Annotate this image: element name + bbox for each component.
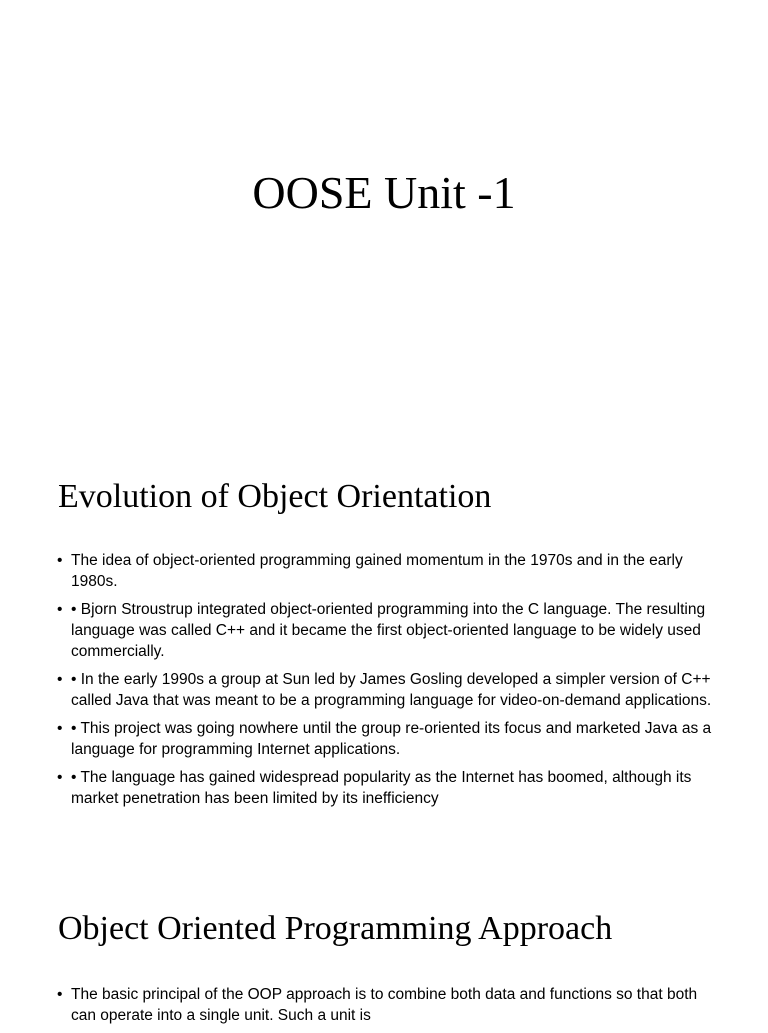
bullet-text: • In the early 1990s a group at Sun led by James Gosling developed a simpler version of C++ called Java that was meant to be a programming language for video-on-demand applications. <box>71 671 712 709</box>
bullet-item <box>57 767 717 809</box>
bullet-text: • Bjorn Stroustrup integrated object-oriented programming into the C language. The resulting language was called C++ and it became the first object-oriented language to be widely used commercially. <box>71 601 706 660</box>
slide-heading: Evolution of Object Orientation <box>58 478 492 515</box>
slide-evolution <box>0 432 768 864</box>
bullet-dot-icon: • <box>57 601 63 618</box>
presentation-title: OOSE Unit -1 <box>252 167 516 218</box>
bullet-text: The basic principal of the OOP approach is to combine both data and functions so that both can operate into a single unit. Such a unit is <box>71 986 698 1024</box>
bullet-dot-icon: • <box>57 720 63 737</box>
bullet-text: • This project was going nowhere until the group re-oriented its focus and marketed Java as a language for programming Internet applications. <box>71 720 712 758</box>
bullet-dot-icon: • <box>57 671 63 688</box>
bullet-text: • The language has gained widespread popularity as the Internet has boomed, although its market penetration has been limited by its inefficiency <box>71 769 692 807</box>
bullet-item <box>57 718 717 760</box>
bullet-dot-icon: • <box>57 552 63 569</box>
slide-oop-approach <box>0 864 768 1024</box>
bullet-list <box>57 984 717 1033</box>
bullet-dot-icon: • <box>57 986 63 1003</box>
slide-title <box>0 0 768 432</box>
bullet-item <box>57 550 717 592</box>
bullet-list <box>57 550 717 816</box>
bullet-item <box>57 599 717 662</box>
bullet-item <box>57 669 717 711</box>
slide-heading: Object Oriented Programming Approach <box>58 910 613 947</box>
bullet-text: The idea of object-oriented programming gained momentum in the 1970s and in the early 1980s. <box>71 552 683 590</box>
bullet-item <box>57 984 717 1026</box>
bullet-dot-icon: • <box>57 769 63 786</box>
